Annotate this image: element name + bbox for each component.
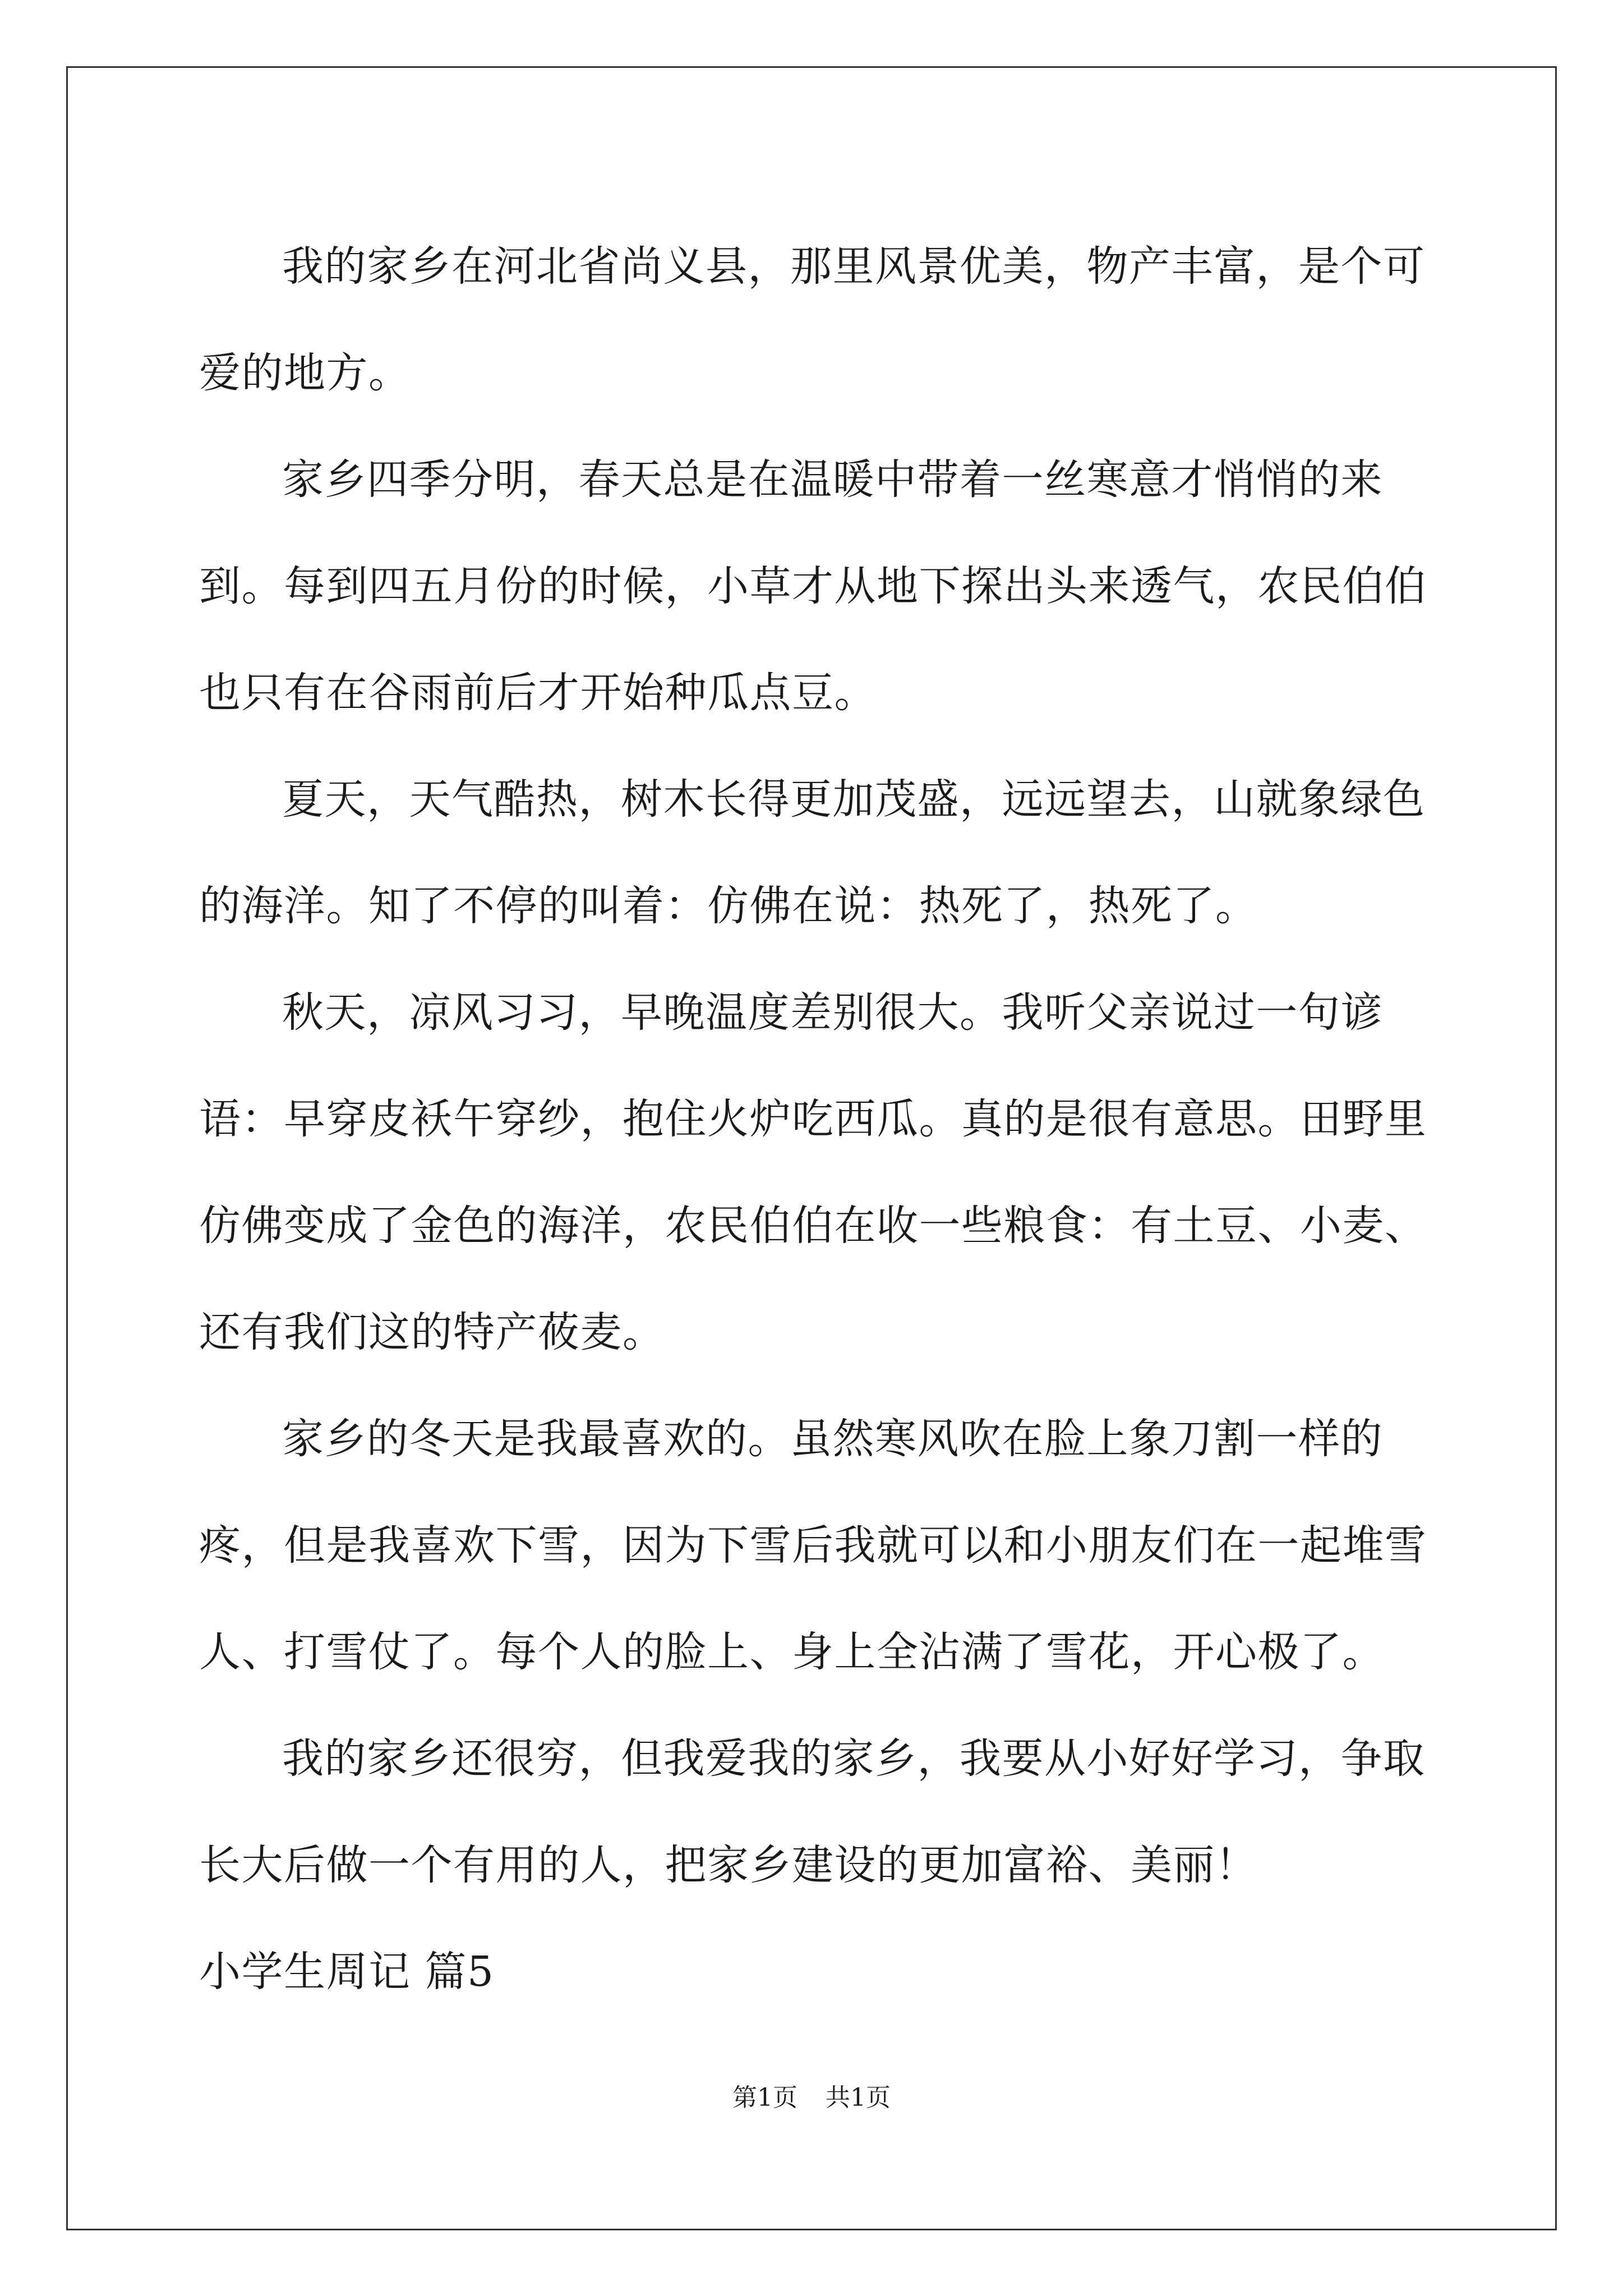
page-footer — [0, 2081, 1623, 2115]
paragraph-2: 家乡四季分明，春天总是在温暖中带着一丝寒意才悄悄的来到。每到四五月份的时候，小草才从地下探出头来透气，农民伯伯也只有在谷雨前后才开始种瓜点豆。 — [199, 455, 1427, 717]
page-number-total: 共1页 — [826, 2083, 891, 2112]
section-heading: 小学生周记 篇5 — [199, 1948, 495, 1996]
document-body — [199, 213, 1433, 2025]
page-number-current: 第1页 — [732, 2083, 797, 2112]
paragraph-6: 我的家乡还很穷，但我爱我的家乡，我要从小好好学习，争取长大后做一个有用的人，把家乡建设的更加富裕、美丽！ — [199, 1734, 1426, 1889]
paragraph-5: 家乡的冬天是我最喜欢的。虽然寒风吹在脸上象刀割一样的疼，但是我喜欢下雪，因为下雪后我就可以和小朋友们在一起堆雪人、打雪仗了。每个人的脸上、身上全沾满了雪花，开心极了。 — [199, 1415, 1427, 1676]
paragraph-3: 夏天，天气酷热，树木长得更加茂盛，远远望去，山就象绿色的海洋。知了不停的叫着：仿佛在说：热死了，热死了。 — [199, 775, 1426, 930]
paragraph-4: 秋天，凉风习习，早晚温度差别很大。我听父亲说过一句谚语：早穿皮袄午穿纱，抱住火炉吃西瓜。真的是很有意思。田野里仿佛变成了金色的海洋，农民伯伯在收一些粮食：有土豆、小麦、还有我们这的特产莜麦。 — [199, 988, 1427, 1356]
paragraph-1: 我的家乡在河北省尚义县，那里风景优美，物产丰富，是个可爱的地方。 — [199, 242, 1426, 397]
